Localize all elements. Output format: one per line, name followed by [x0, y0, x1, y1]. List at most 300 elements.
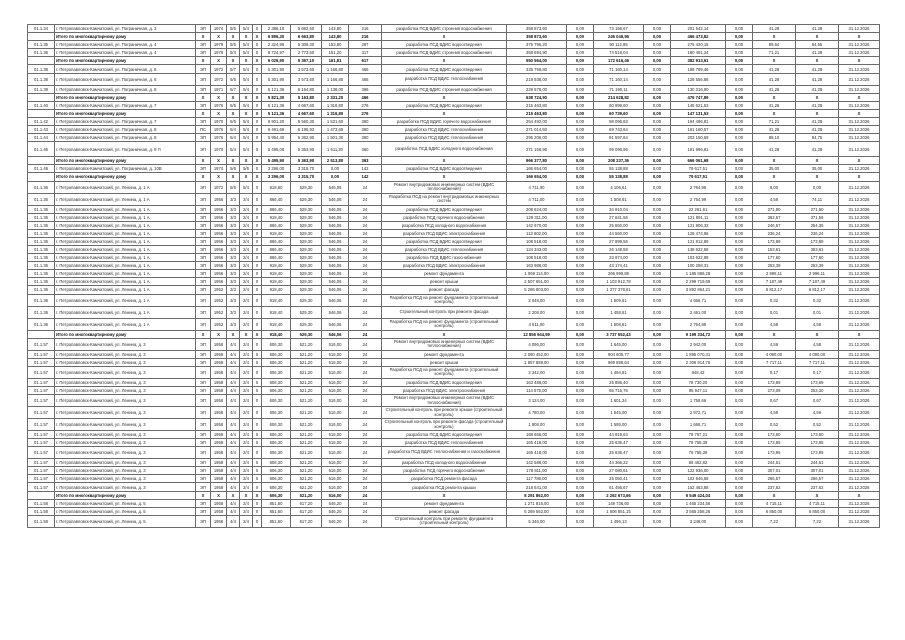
table-cell: 866,40: [262, 237, 291, 245]
table-cell: 3/3: [227, 306, 240, 318]
table-cell: 103 622,88: [671, 254, 726, 262]
table-row: [28, 49, 880, 57]
table-cell: ЭП: [196, 270, 211, 278]
table-cell: 0,00: [567, 366, 594, 378]
table-cell: 1 494,81: [594, 366, 644, 378]
table-cell: 0,00: [322, 165, 349, 173]
table-cell: 1 895 070,31: [671, 350, 726, 358]
table-cell: 918,40: [262, 330, 291, 338]
table-cell: ремонт крыши: [382, 278, 507, 286]
table-cell: 128 474,96: [671, 229, 726, 237]
table-cell: 31.12.2026: [839, 386, 880, 394]
table-cell: Разработка ПСД на ремонт фундамента (строительный контроль): [382, 294, 507, 306]
table-cell: 0,32: [796, 294, 839, 306]
table-cell: 0: [253, 126, 262, 134]
table-cell: 546,06: [322, 318, 349, 330]
table-cell: Х: [196, 330, 211, 338]
table-cell: 31.12.2026: [839, 407, 880, 419]
table-cell: 31.12.2026: [839, 419, 880, 431]
table-cell: 3 892 864,21: [671, 286, 726, 294]
table-cell: г. Петропавловск-Камчатский, ул. Пограничная, д. 8: [55, 134, 196, 142]
table-cell: 95 947,11: [671, 386, 726, 394]
table-cell: 71 160,14: [594, 65, 644, 73]
table-cell: 31.12.2026: [839, 181, 880, 193]
table-cell: 41,28: [796, 126, 839, 134]
table-cell: 177,60: [796, 254, 839, 262]
table-cell: 0,17: [796, 366, 839, 378]
table-cell: 3/3: [227, 286, 240, 294]
table-cell: 0,00: [644, 278, 671, 286]
table-cell: 41,28: [796, 73, 839, 85]
table-cell: 1974: [211, 25, 227, 33]
table-cell: 516,00: [322, 459, 349, 467]
table-cell: 0,00: [726, 85, 753, 93]
table-cell: Ремонт внутридомовых инженерных систем (ВДИС теплоснабжения): [382, 395, 507, 407]
table-cell: 0: [253, 270, 262, 278]
table-cell: г. Петропавловск-Камчатский, ул. Ленина, д. 1 А: [55, 229, 196, 237]
table-cell: 151,20: [322, 49, 349, 57]
table-cell: 521,20: [291, 350, 322, 358]
table-row: [28, 181, 880, 193]
table-cell: 31.12.2026: [839, 366, 880, 378]
table-cell: 5/5: [227, 41, 240, 49]
table-cell: Х: [227, 491, 240, 499]
table-cell: 4/4: [227, 386, 240, 394]
table-cell: Х: [196, 33, 211, 41]
table-cell: 79 767,21: [671, 431, 726, 439]
table-cell: ЭП: [196, 165, 211, 173]
table-cell: 307,01: [796, 467, 839, 475]
table-cell: 31.12.2026: [839, 142, 880, 157]
table-cell: 161 160,57: [671, 126, 726, 134]
table-row: [28, 245, 880, 253]
table-cell: 173,95: [753, 439, 796, 447]
table-cell: 142: [349, 173, 382, 181]
table-cell: 271 014,50: [507, 126, 567, 134]
table-cell: ЭП: [196, 262, 211, 270]
table-cell: г. Петропавловск-Камчатский, ул. Ленина, д. 1 А: [55, 270, 196, 278]
table-cell: 254 492,00: [507, 117, 567, 125]
table-cell: Х: [240, 109, 253, 117]
table-cell: 866,40: [262, 205, 291, 213]
table-cell: 529,30: [291, 278, 322, 286]
table-cell: 271,50: [796, 205, 839, 213]
table-cell: 0,00: [644, 57, 671, 65]
table-cell: г. Петропавловск-Камчатский, ул. Пограничная, д. 10В: [55, 165, 196, 173]
table-cell: 606,30: [262, 350, 291, 358]
table-cell: 0,00: [567, 407, 594, 419]
table-cell: 5 164,80: [291, 85, 322, 93]
table-cell: 24: [349, 483, 382, 491]
table-cell: 0,00: [567, 378, 594, 386]
table-cell: 1 473,69: [322, 126, 349, 134]
table-cell: ЭП: [196, 475, 211, 483]
table-cell: 5 301,90: [262, 65, 291, 73]
table-cell: 0,00: [567, 358, 594, 366]
table-cell: 31.12.2026: [839, 165, 880, 173]
table-cell: 138 622,58: [671, 245, 726, 253]
table-cell: 121 912,89: [671, 237, 726, 245]
table-cell: 215 463,80: [507, 109, 567, 117]
table-cell: 31.12.2026: [839, 101, 880, 109]
table-cell: 0,00: [567, 386, 594, 394]
table-cell: 918,60: [262, 181, 291, 193]
table-row: [28, 237, 880, 245]
table-cell: 0,00: [726, 507, 753, 515]
table-cell: 5 121,36: [262, 85, 291, 93]
table-cell: 24: [349, 205, 382, 213]
table-cell: 0,00: [726, 193, 753, 205]
table-cell: 219 938,00: [507, 73, 567, 85]
table-cell: 606,30: [262, 366, 291, 378]
table-cell: 2/4: [240, 467, 253, 475]
table-cell: г. Петропавловск-Камчатский, ул. Ленина, д. 1 А: [55, 245, 196, 253]
table-cell: г. Петропавловск-Камчатский, ул. Ленина, д. 1 А: [55, 306, 196, 318]
table-cell: 0,00: [726, 395, 753, 407]
table-cell: 0,52: [753, 419, 796, 431]
table-cell: 5/4: [240, 25, 253, 33]
table-cell: 41,28: [753, 25, 796, 33]
table-cell: 516,00: [322, 407, 349, 419]
table-cell: ЭП: [196, 101, 211, 109]
table-cell: 1958: [211, 366, 227, 378]
table-cell: Ремонт внутридомовых инженерных систем (ВДИС теплоснабжения): [382, 338, 507, 350]
table-cell: 253,30: [796, 386, 839, 394]
table-cell: 1958: [211, 407, 227, 419]
table-cell: 0,00: [726, 386, 753, 394]
table-cell: 0,00: [726, 306, 753, 318]
table-cell: 4/4: [227, 419, 240, 431]
table-cell: 3/3: [227, 294, 240, 306]
table-cell: Х: [211, 491, 227, 499]
table-cell: 71,21: [753, 117, 796, 125]
table-cell: 0,00: [567, 467, 594, 475]
table-cell: 529,30: [291, 294, 322, 306]
table-cell: 521,20: [291, 467, 322, 475]
table-cell: 3/3: [227, 229, 240, 237]
table-cell: 5/4: [240, 41, 253, 49]
table-cell: 606,30: [262, 419, 291, 431]
table-cell: 2/4: [240, 350, 253, 358]
table-cell: 521,20: [291, 407, 322, 419]
table-cell: 2 262 673,66: [594, 491, 644, 499]
table-cell: 2/4: [240, 213, 253, 221]
table-cell: 0: [253, 439, 262, 447]
table-cell: 1956: [211, 254, 227, 262]
table-cell: Х: [382, 173, 507, 181]
table-cell: Итого по многоквартирному дому: [55, 33, 196, 41]
table-cell: Х: [839, 93, 880, 101]
table-cell: 1958: [211, 515, 227, 527]
table-cell: 0,00: [644, 193, 671, 205]
table-cell: 73 156,67: [594, 25, 644, 33]
table-cell: 24: [349, 459, 382, 467]
table-cell: 31.12.2026: [839, 205, 880, 213]
table-cell: 6 663,80: [291, 33, 322, 41]
table-cell: 363: [349, 157, 382, 165]
table-cell: 904 605,77: [594, 350, 644, 358]
table-cell: 0,00: [644, 439, 671, 447]
table-cell: 5/4: [240, 117, 253, 125]
table-row: [28, 85, 880, 93]
table-cell: 606,30: [262, 459, 291, 467]
table-row: [28, 306, 880, 318]
table-cell: 1 758,66: [671, 395, 726, 407]
table-cell: Х: [211, 330, 227, 338]
table-cell: 4 090,00: [796, 350, 839, 358]
table-cell: 4,59: [796, 407, 839, 419]
table-row: [28, 386, 880, 394]
table-cell: 173,60: [796, 431, 839, 439]
table-cell: 89,64: [753, 41, 796, 49]
table-cell: 4/4: [227, 338, 240, 350]
table-cell: 1956: [211, 278, 227, 286]
table-row: [28, 467, 880, 475]
table-cell: 2 208,00: [507, 306, 567, 318]
table-row: [28, 142, 880, 157]
table-cell: 516,00: [322, 431, 349, 439]
table-cell: 0: [253, 134, 262, 142]
table-cell: 0: [253, 306, 262, 318]
table-cell: 24: [349, 378, 382, 386]
table-cell: 24: [349, 431, 382, 439]
table-cell: 24: [349, 318, 382, 330]
table-cell: 0,00: [726, 459, 753, 467]
table-cell: 2 972,71: [671, 407, 726, 419]
table-cell: 0,00: [644, 386, 671, 394]
table-cell: 546,06: [322, 213, 349, 221]
table-cell: 2 324,96: [262, 41, 291, 49]
table-cell: 0,00: [567, 25, 594, 33]
table-cell: 0,00: [644, 318, 671, 330]
table-cell: ЭП: [196, 507, 211, 515]
table-cell: Х: [796, 109, 839, 117]
table-cell: 2 507 651,00: [507, 278, 567, 286]
table-cell: 0,00: [726, 173, 753, 181]
table-cell: 516,00: [322, 395, 349, 407]
table-cell: 466: [349, 93, 382, 101]
table-cell: ЭП: [196, 134, 211, 142]
table-cell: 5/4: [240, 134, 253, 142]
table-cell: 0,00: [644, 270, 671, 278]
table-cell: 1971: [211, 85, 227, 93]
table-cell: 1958: [211, 475, 227, 483]
table-cell: 0,00: [726, 294, 753, 306]
table-cell: 7,22: [753, 515, 796, 527]
table-cell: 253,39: [796, 262, 839, 270]
table-cell: 31.12.2026: [839, 338, 880, 350]
table-cell: Х: [240, 157, 253, 165]
table-cell: 24: [349, 366, 382, 378]
table-cell: 0,00: [567, 350, 594, 358]
table-cell: г. Петропавловск-Камчатский, ул. Ленина, д. 1 А: [55, 193, 196, 205]
table-cell: Х: [253, 157, 262, 165]
table-cell: 65 715,76: [594, 386, 644, 394]
table-cell: 1958: [211, 358, 227, 366]
table-cell: 2/4: [240, 286, 253, 294]
table-row: [28, 447, 880, 459]
table-row: [28, 475, 880, 483]
table-cell: 0,00: [567, 395, 594, 407]
table-cell: 0,00: [567, 117, 594, 125]
table-cell: 918,40: [262, 262, 291, 270]
table-cell: 0,00: [567, 134, 594, 142]
table-cell: 31.12.2026: [839, 245, 880, 253]
table-row: [28, 499, 880, 507]
table-cell: 1956: [211, 229, 227, 237]
table-cell: 172 616,46: [594, 57, 644, 65]
table-cell: 24: [349, 181, 382, 193]
table-cell: 01.1.58: [28, 507, 55, 515]
table-cell: 2/4: [240, 386, 253, 394]
table-cell: 128 556,86: [671, 73, 726, 85]
table-cell: 360: [349, 126, 382, 134]
subtotal-row: [28, 173, 880, 181]
subtotal-row: [28, 57, 880, 65]
table-cell: 0,00: [567, 507, 594, 515]
table-cell: 01.1.36: [28, 213, 55, 221]
table-row: [28, 350, 880, 358]
table-cell: 0: [253, 507, 262, 515]
table-cell: разработка ПСД ВДИС электроснабжения: [382, 229, 507, 237]
table-cell: 918,40: [262, 229, 291, 237]
table-cell: 161,81: [322, 57, 349, 65]
table-cell: 0: [253, 395, 262, 407]
table-cell: Х: [240, 330, 253, 338]
table-cell: 90 112,85: [594, 41, 644, 49]
table-cell: 24: [349, 419, 382, 431]
table-cell: 2/4: [240, 193, 253, 205]
table-cell: 4 106,61: [594, 181, 644, 193]
table-cell: 5 346,00: [507, 515, 567, 527]
table-cell: 866,40: [262, 221, 291, 229]
table-cell: Х: [240, 57, 253, 65]
table-cell: 108 518,00: [507, 254, 567, 262]
table-cell: 1972: [211, 73, 227, 85]
table-cell: 546,06: [322, 278, 349, 286]
table-cell: 71 160,14: [594, 73, 644, 85]
table-cell: 0,00: [567, 439, 594, 447]
table-cell: 516,00: [322, 447, 349, 459]
table-cell: 1 545,00: [594, 407, 644, 419]
table-cell: 0,00: [567, 431, 594, 439]
table-cell: 521,20: [291, 378, 322, 386]
table-cell: 466: [349, 65, 382, 73]
table-cell: 1956: [211, 221, 227, 229]
table-cell: 0: [253, 254, 262, 262]
table-cell: 4,58: [753, 318, 796, 330]
table-cell: 244,51: [753, 459, 796, 467]
table-cell: 358 873,60: [507, 33, 567, 41]
table-cell: Разработка ПСД на ремонт внутридомовых инженерных систем: [382, 193, 507, 205]
table-cell: 01.1.57: [28, 350, 55, 358]
table-cell: 1952: [211, 318, 227, 330]
table-cell: г. Петропавловск-Камчатский, ул. Пограничная, д. 8 П: [55, 142, 196, 157]
table-cell: Х: [839, 57, 880, 65]
table-cell: 851,60: [262, 499, 291, 507]
table-cell: [28, 33, 55, 41]
table-cell: 0,00: [726, 330, 753, 338]
table-cell: 1 511,20: [322, 142, 349, 157]
table-cell: 0,00: [567, 419, 594, 431]
table-cell: 1 509,61: [594, 294, 644, 306]
table-cell: 0,00: [726, 237, 753, 245]
table-cell: 142: [349, 165, 382, 173]
table-cell: ЭП: [196, 378, 211, 386]
table-cell: 153,80: [322, 41, 349, 49]
table-cell: 0,00: [726, 262, 753, 270]
table-cell: 546,20: [322, 515, 349, 527]
table-cell: 1 666,71: [671, 419, 726, 431]
table-cell: 0: [253, 386, 262, 394]
table-cell: 529,30: [291, 262, 322, 270]
table-cell: 143,80: [322, 33, 349, 41]
table-cell: 4/4: [227, 507, 240, 515]
table-cell: 0,00: [726, 278, 753, 286]
table-cell: 2 764,99: [671, 181, 726, 193]
table-cell: 0: [253, 101, 262, 109]
table-cell: 1 316,80: [322, 109, 349, 117]
table-cell: 476 747,89: [671, 93, 726, 101]
table-cell: 529,30: [291, 254, 322, 262]
table-cell: 01.1.57: [28, 447, 55, 459]
table-cell: 24: [349, 439, 382, 447]
table-cell: 0: [253, 338, 262, 350]
table-cell: 5/4: [240, 65, 253, 73]
table-cell: г. Петропавловск-Камчатский, ул. Ленина, д. 3: [55, 419, 196, 431]
table-cell: ЭП: [196, 419, 211, 431]
table-cell: 01.1.57: [28, 419, 55, 431]
table-cell: 142 586,00: [507, 459, 567, 467]
table-cell: 4,58: [753, 338, 796, 350]
table-cell: 216: [349, 33, 382, 41]
table-cell: ЭП: [196, 294, 211, 306]
table-cell: ЭП: [196, 483, 211, 491]
table-cell: 5/4: [240, 49, 253, 57]
table-cell: 5 560,30: [291, 117, 322, 125]
table-cell: разработка ПСД ВДИС водоотведения: [382, 205, 507, 213]
table-cell: ЭП: [196, 65, 211, 73]
table-cell: 0,00: [726, 165, 753, 173]
table-cell: Х: [382, 109, 507, 117]
table-cell: 918,40: [262, 286, 291, 294]
table-cell: разработка ПСД ВДИС строения водоснабжения: [382, 25, 507, 33]
table-cell: 366: [349, 85, 382, 93]
table-cell: г. Петропавловск-Камчатский, ул. Ленина, д. 1 А: [55, 318, 196, 330]
table-cell: 3 573,60: [291, 73, 322, 85]
table-row: [28, 213, 880, 221]
table-cell: [28, 330, 55, 338]
table-cell: 0,00: [726, 439, 753, 447]
table-cell: 546,06: [322, 221, 349, 229]
table-cell: 61 456,67: [594, 483, 644, 491]
table-cell: 7,22: [796, 515, 839, 527]
table-cell: 0,01: [796, 306, 839, 318]
table-cell: 0,00: [644, 483, 671, 491]
table-cell: Строительный контроль при ремонте фасада: [382, 306, 507, 318]
table-cell: ЭП: [196, 286, 211, 294]
table-cell: 516,00: [322, 439, 349, 447]
table-cell: [28, 93, 55, 101]
table-cell: 1958: [211, 431, 227, 439]
table-cell: 0,00: [644, 515, 671, 527]
table-cell: 4/4: [227, 366, 240, 378]
table-cell: Х: [196, 93, 211, 101]
table-cell: 546,06: [322, 286, 349, 294]
table-cell: 5/5: [227, 117, 240, 125]
table-cell: 0: [253, 229, 262, 237]
table-cell: 166 654,00: [507, 173, 567, 181]
